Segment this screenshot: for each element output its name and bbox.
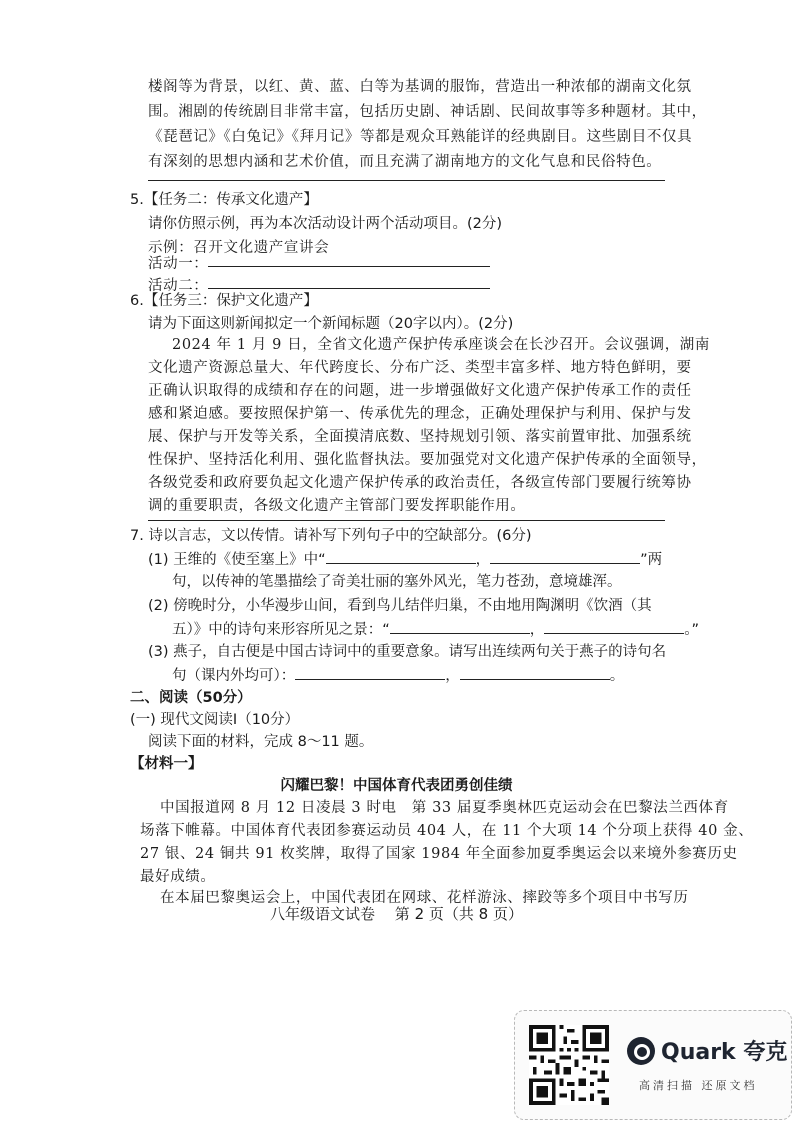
news-line: 性保护、坚持活化利用、强化监督执法。要加强党对文化遗产保护传承的全面领导， (148, 452, 707, 468)
activity-2-label: 活动二： (148, 278, 209, 294)
question-6-prompt: 请为下面这则新闻拟定一个新闻标题（20字以内）。(2分) (148, 316, 514, 332)
comma: ， (529, 622, 545, 638)
poem-1-text: (1) 王维的《使至塞上》中“ (148, 552, 326, 568)
quark-brand (627, 1035, 787, 1066)
fill-blank[interactable] (390, 619, 530, 634)
page-footer: 八年级语文试卷 第 2 页（共 8 页） (270, 905, 523, 923)
news-line: 展、保护与开发等关系，全面摸清底数、坚持规划引领、落实前置审批、加强系统 (148, 429, 692, 445)
question-6-title: 6.【任务三：保护文化遗产】 (130, 293, 318, 309)
article-headline: 闪耀巴黎！中国体育代表团勇创佳绩 (280, 778, 513, 794)
poem-3-tail: 。 (609, 668, 625, 684)
question-5-example: 示例：召开文化遗产宣讲会 (148, 240, 330, 256)
subsection-heading: (一) 现代文阅读Ⅰ（10分） (130, 712, 300, 728)
question-7-title: 7. 诗以言志，文以传情。请补写下列句子中的空缺部分。(6分) (130, 528, 532, 544)
quark-tagline: 高清扫描 还原文档 (639, 1079, 758, 1092)
fill-blank[interactable] (326, 549, 476, 564)
poem-2-line: (2) 傍晚时分，小华漫步山间，看到鸟儿结伴归巢，不由地用陶渊明《饮酒（其 (148, 598, 652, 614)
answer-line[interactable] (148, 180, 665, 181)
poem-3-line2 (172, 665, 624, 686)
poem-2-tail: 。” (684, 622, 700, 638)
paragraph-line: 《琵琶记》《白兔记》《拜月记》等都是观众耳熟能详的经典剧目。这些剧目不仅具 (148, 129, 693, 145)
poem-3-line: (3) 燕子，自古便是中国古诗词中的重要意象。请写出连续两句关于燕子的诗句名 (148, 644, 667, 660)
news-line: 正确认识取得的成绩和存在的问题，进一步增强做好文化遗产保护传承工作的责任 (148, 383, 692, 399)
paragraph-line: 楼阁等为背景，以红、黄、蓝、白等为基调的服饰，营造出一种浓郁的湖南文化氛 (148, 79, 692, 95)
fill-blank[interactable] (490, 549, 640, 564)
question-5-title: 5.【任务二：传承文化遗产】 (130, 192, 318, 208)
reading-instruction: 阅读下面的材料，完成 8～11 题。 (148, 734, 374, 750)
qr-code-icon (529, 1025, 609, 1105)
activity-1-label: 活动一： (148, 256, 209, 272)
comma: ， (475, 552, 491, 568)
poem-1-tail: ”两 (640, 552, 663, 568)
fill-blank[interactable] (295, 665, 445, 680)
fill-blank[interactable] (544, 619, 684, 634)
poem-1-desc: 句，以传神的笔墨描绘了奇美壮丽的塞外风光，笔力苍劲，意境雄浑。 (172, 574, 622, 590)
comma: ， (445, 668, 460, 684)
activity-2-answer-line[interactable] (208, 288, 490, 289)
news-line: 文化遗产资源总量大、年代跨度长、分布广泛、类型丰富多样、地方特色鲜明，要 (148, 360, 692, 376)
poem-2-line2 (172, 619, 699, 640)
news-line: 各级党委和政府要负起文化遗产保护传承的政治责任，各级宣传部门要履行统筹协 (148, 475, 692, 491)
quark-watermark (514, 1010, 792, 1120)
article-line: 场落下帷幕。中国体育代表团参赛运动员 404 人，在 11 个大项 14 个分项上获得 40 金、 (140, 823, 754, 839)
quark-brand-name: Quark 夸克 (661, 1040, 788, 1065)
material-label: 【材料一】 (130, 756, 203, 772)
paragraph-line: 有深刻的思想内涵和艺术价值，而且充满了湖南地方的文化气息和民俗特色。 (148, 154, 662, 170)
headline-answer-line[interactable] (148, 520, 665, 521)
news-line: 调的重要职责，各级文化遗产主管部门要发挥职能作用。 (148, 498, 526, 514)
paragraph-line: 围。湘剧的传统剧目非常丰富，包括历史剧、神话剧、民间故事等多种题材。其中， (148, 104, 707, 120)
quark-logo-icon (627, 1037, 655, 1065)
news-line: 感和紧迫感。要按照保护第一、传承优先的理念，正确处理保护与利用、保护与发 (148, 406, 692, 422)
article-line: 中国报道网 8 月 12 日凌晨 3 时电 第 33 届夏季奥林匹克运动会在巴黎法兰西体育 (160, 800, 729, 816)
activity-1-answer-line[interactable] (208, 266, 490, 267)
article-line: 27 银、24 铜共 91 枚奖牌，取得了国家 1984 年全面参加夏季奥运会以来境外参赛历史 (140, 846, 738, 862)
poem-2-text: 五）》中的诗句来形容所见之景：“ (172, 622, 390, 638)
poem-1-line (148, 549, 662, 570)
article-line: 最好成绩。 (140, 869, 216, 885)
question-5-prompt: 请你仿照示例，再为本次活动设计两个活动项目。(2分) (148, 216, 503, 232)
article-line: 在本届巴黎奥运会上，中国代表团在网球、花样游泳、摔跤等多个项目中书写历 (160, 890, 689, 906)
news-line: 2024 年 1 月 9 日，全省文化遗产保护传承座谈会在长沙召开。会议强调，湖南 (172, 337, 710, 353)
poem-3-text: 句（课内外均可）： (172, 668, 296, 684)
fill-blank[interactable] (460, 665, 610, 680)
section-heading: 二、阅读（50分） (130, 690, 252, 706)
